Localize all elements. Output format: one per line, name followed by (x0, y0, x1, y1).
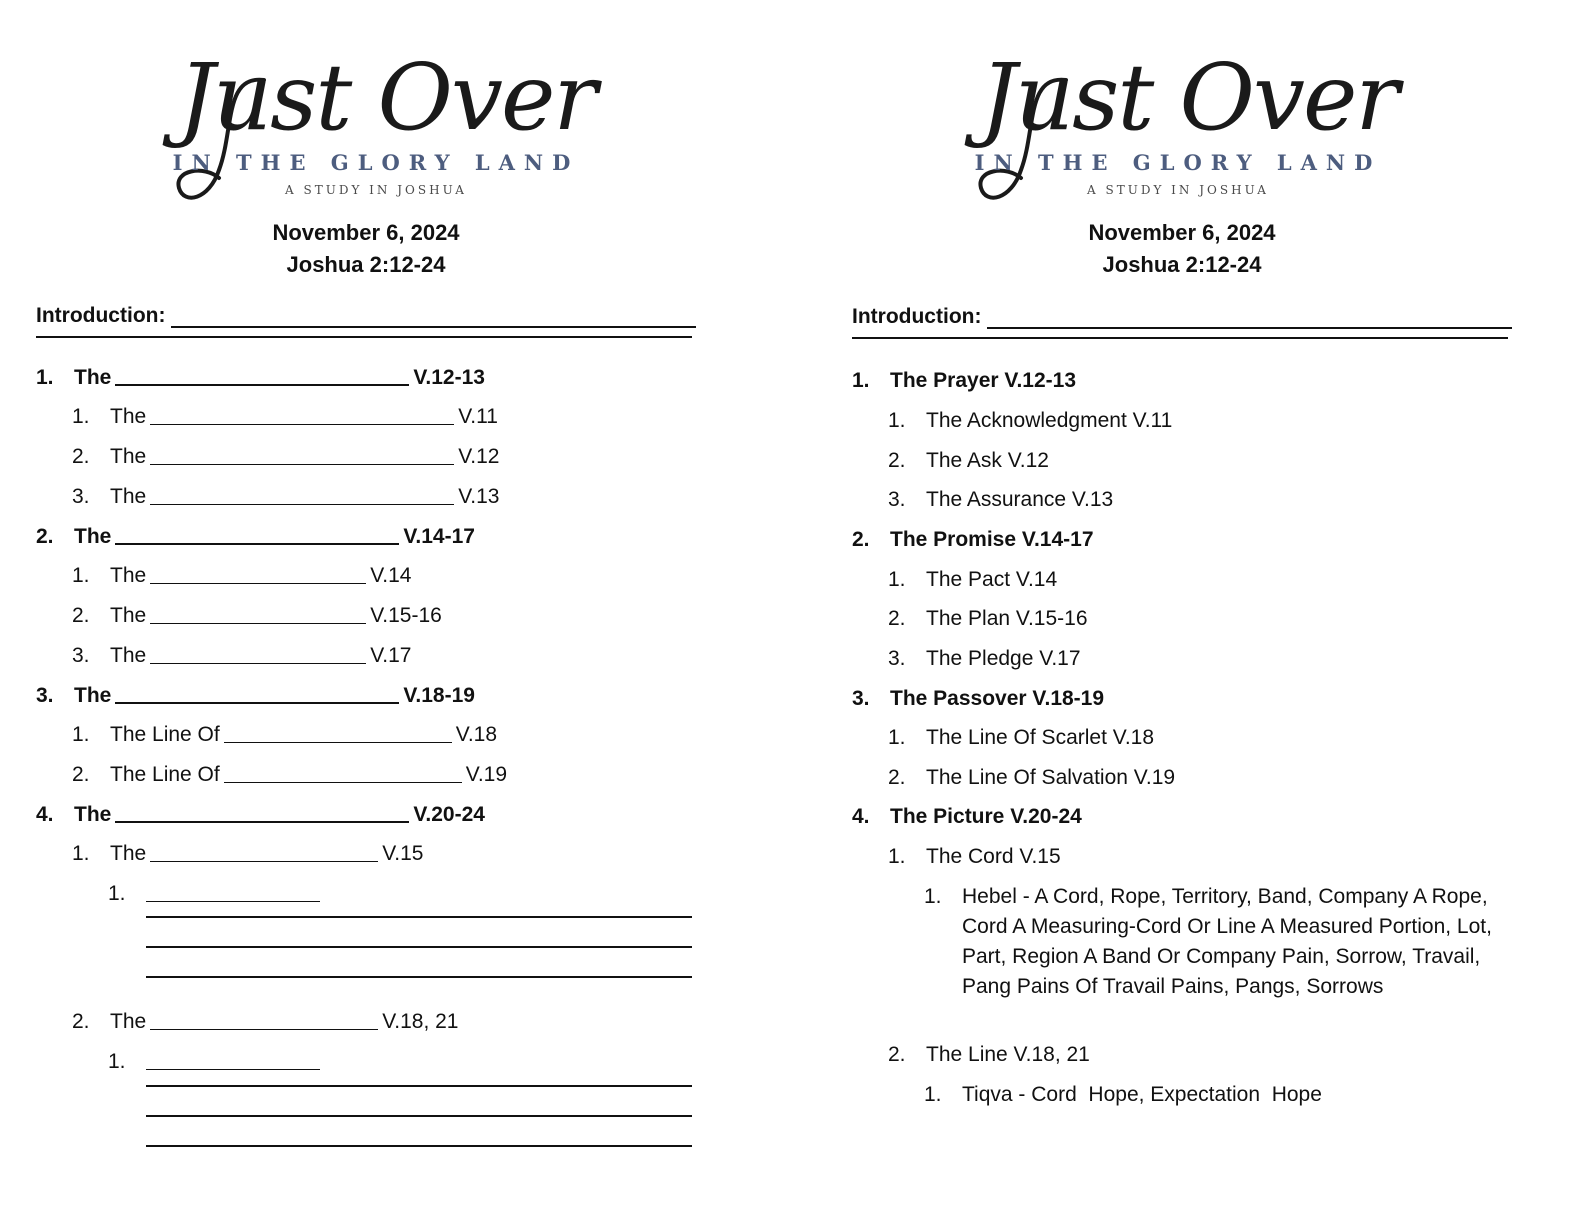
series-logo (958, 40, 1398, 210)
series-logo (156, 40, 596, 210)
outline-blank[interactable] (150, 603, 366, 624)
outline-subpoint: 2. The V.12 (72, 445, 500, 468)
logo-script-text: Just Over (980, 44, 1398, 151)
logo-tagline: A STUDY IN JOSHUA (285, 183, 467, 197)
answer-key-page (852, 0, 1572, 1224)
outline-blank[interactable] (115, 801, 409, 823)
outline-subpoint: 1. The Cord V.15 (888, 845, 1061, 868)
outline-blank[interactable] (150, 643, 366, 664)
introduction-row (852, 299, 1512, 329)
outline-blank[interactable] (150, 563, 366, 584)
outline-point-3: 3. The Passover V.18-19 (852, 687, 1105, 710)
outline-subpoint: 2. The Ask V.12 (888, 449, 1049, 472)
outline-subpoint: 2. The Plan V.15-16 (888, 607, 1088, 630)
outline-detail: 1. (108, 881, 324, 906)
outline-subpoint: 1. The Line Of Scarlet V.18 (888, 726, 1155, 749)
outline-detail: 1. (108, 1049, 324, 1074)
word-definition: 1. Hebel - A Cord, Rope, Territory, Band, Company A Rope, Cord A Measuring-Cord Or Line A Measured Portion, Lot, Part, Region A Band Or Company Pain, Sorrow, Travail, Pang Pains Of Travail Pains, Pangs, Sorrows (924, 885, 1492, 998)
scripture-passage: Joshua 2:12-24 (286, 252, 446, 277)
outline-point-2: 2. The Promise V.14-17 (852, 528, 1094, 551)
outline-point-1: 1. The Prayer V.12-13 (852, 369, 1077, 392)
logo-script-text: Just Over (178, 44, 596, 151)
logo-tagline: A STUDY IN JOSHUA (1087, 183, 1269, 197)
notes-line[interactable] (146, 1145, 692, 1147)
outline-blank[interactable] (115, 364, 409, 386)
introduction-row (36, 298, 696, 328)
outline-point-4: 4. The Picture V.20-24 (852, 805, 1082, 828)
introduction-blank-line-2[interactable] (36, 336, 692, 338)
notes-line[interactable] (146, 1085, 692, 1087)
outline-blank[interactable] (224, 722, 452, 743)
outline-subpoint: 2. The V.18, 21 (72, 1010, 459, 1033)
outline-blank[interactable] (150, 841, 378, 862)
outline-blank[interactable] (150, 404, 454, 425)
outline-subpoint: 1. The V.11 (72, 405, 498, 428)
introduction-blank-line-2[interactable] (852, 337, 1508, 339)
outline-blank[interactable] (150, 444, 454, 465)
outline-subpoint: 1. The Pact V.14 (888, 568, 1058, 591)
outline-subpoint: 2. The Line V.18, 21 (888, 1043, 1090, 1066)
outline-point-2: 2. The V.14-17 (36, 525, 475, 548)
notes-line[interactable] (146, 916, 692, 918)
notes-line[interactable] (146, 1115, 692, 1117)
notes-line[interactable] (146, 976, 692, 978)
introduction-label: Introduction: (36, 304, 166, 327)
outline-subpoint: 3. The Pledge V.17 (888, 647, 1081, 670)
logo-subtitle: IN THE GLORY LAND (172, 150, 580, 175)
outline-point-4: 4. The V.20-24 (36, 803, 485, 826)
outline-subpoint: 3. The V.13 (72, 485, 500, 508)
sermon-date: November 6, 2024 (272, 220, 460, 245)
outline-subpoint: 2. The V.15-16 (72, 604, 442, 627)
outline-subpoint: 1. The V.14 (72, 564, 412, 587)
scripture-passage: Joshua 2:12-24 (1102, 252, 1262, 277)
notes-line[interactable] (146, 946, 692, 948)
outline-point-3: 3. The V.18-19 (36, 684, 475, 707)
outline-subpoint: 2. The Line Of Salvation V.19 (888, 766, 1176, 789)
outline-blank[interactable] (150, 1009, 378, 1030)
outline-blank[interactable] (115, 523, 399, 545)
outline-subpoint: 3. The Assurance V.13 (888, 488, 1114, 511)
outline-subpoint: 3. The V.17 (72, 644, 412, 667)
word-definition: 1. Tiqva - Cord Hope, Expectation Hope (924, 1083, 1322, 1106)
outline-subpoint: 2. The Line Of V.19 (72, 763, 508, 786)
outline-blank[interactable] (224, 762, 462, 783)
introduction-blank[interactable] (987, 305, 1512, 329)
outline-blank[interactable] (146, 881, 320, 902)
fill-in-notes-page (36, 0, 756, 1224)
sermon-date: November 6, 2024 (1088, 220, 1276, 245)
outline-point-1: 1. The V.12-13 (36, 366, 485, 389)
outline-subpoint: 1. The Acknowledgment V.11 (888, 409, 1173, 432)
introduction-label: Introduction: (852, 305, 982, 328)
logo-subtitle: IN THE GLORY LAND (974, 150, 1382, 175)
outline-blank[interactable] (115, 682, 399, 704)
outline-blank[interactable] (146, 1049, 320, 1070)
outline-subpoint: 1. The V.15 (72, 842, 424, 865)
introduction-blank[interactable] (171, 304, 696, 328)
outline-blank[interactable] (150, 484, 454, 505)
outline-subpoint: 1. The Line Of V.18 (72, 723, 498, 746)
